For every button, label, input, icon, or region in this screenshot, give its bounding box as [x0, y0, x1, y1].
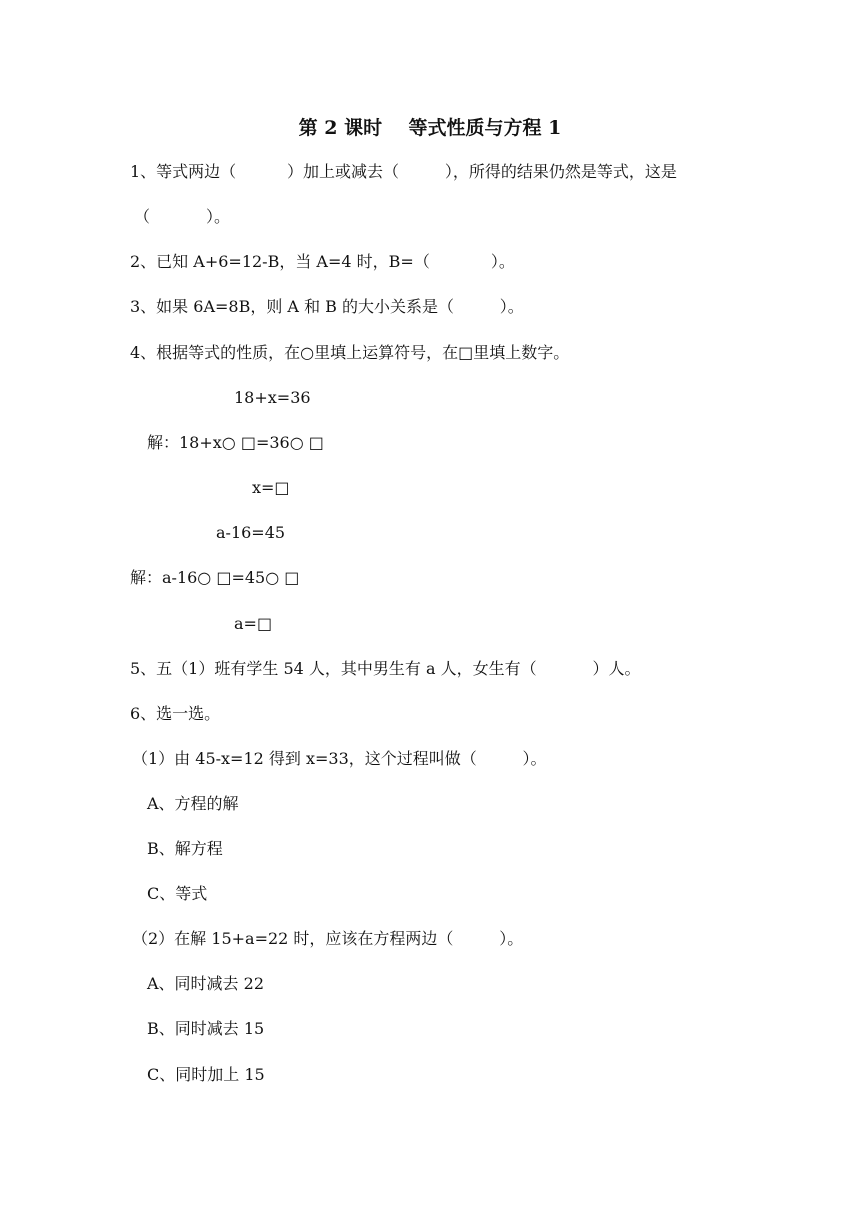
question-6-sub-1: （1）由 45-x=12 得到 x=33，这个过程叫做（ ）。 [132, 749, 547, 768]
question-1-line-2: （ ）。 [134, 207, 230, 226]
question-4-solution-2-step-1: 解：a-16○ □=45○ □ [130, 568, 300, 587]
question-6-sub-1-option-c: C、等式 [147, 884, 208, 903]
question-6-sub-2-option-a: A、同时减去 22 [147, 974, 265, 993]
question-5: 5、五（1）班有学生 54 人，其中男生有 a 人，女生有（ ）人。 [130, 659, 641, 678]
question-4-equation-2: a-16=45 [216, 523, 286, 542]
question-4-solution-2-step-2: a=□ [234, 614, 273, 633]
question-6-sub-2-option-c: C、同时加上 15 [147, 1065, 265, 1084]
question-6-sub-2: （2）在解 15+a=22 时，应该在方程两边（ ）。 [132, 929, 524, 948]
question-1-line-1: 1、等式两边（ ）加上或减去（ ），所得的结果仍然是等式，这是 [130, 162, 677, 181]
question-6-prompt: 6、选一选。 [130, 704, 221, 723]
page-title: 第 2 课时 等式性质与方程 1 [298, 117, 562, 139]
question-3: 3、如果 6A=8B，则 A 和 B 的大小关系是（ ）。 [130, 297, 524, 316]
question-4-solution-1-step-1: 解：18+x○ □=36○ □ [147, 433, 324, 452]
question-4-solution-1-step-2: x=□ [252, 478, 290, 497]
question-6-sub-2-option-b: B、同时减去 15 [147, 1019, 265, 1038]
question-4-prompt: 4、根据等式的性质，在○里填上运算符号，在□里填上数字。 [130, 343, 570, 362]
question-4-equation-1: 18+x=36 [234, 388, 311, 407]
question-2: 2、已知 A+6=12-B，当 A=4 时，B=（ ）。 [130, 252, 515, 271]
question-6-sub-1-option-b: B、解方程 [147, 839, 223, 858]
question-6-sub-1-option-a: A、方程的解 [147, 794, 239, 813]
